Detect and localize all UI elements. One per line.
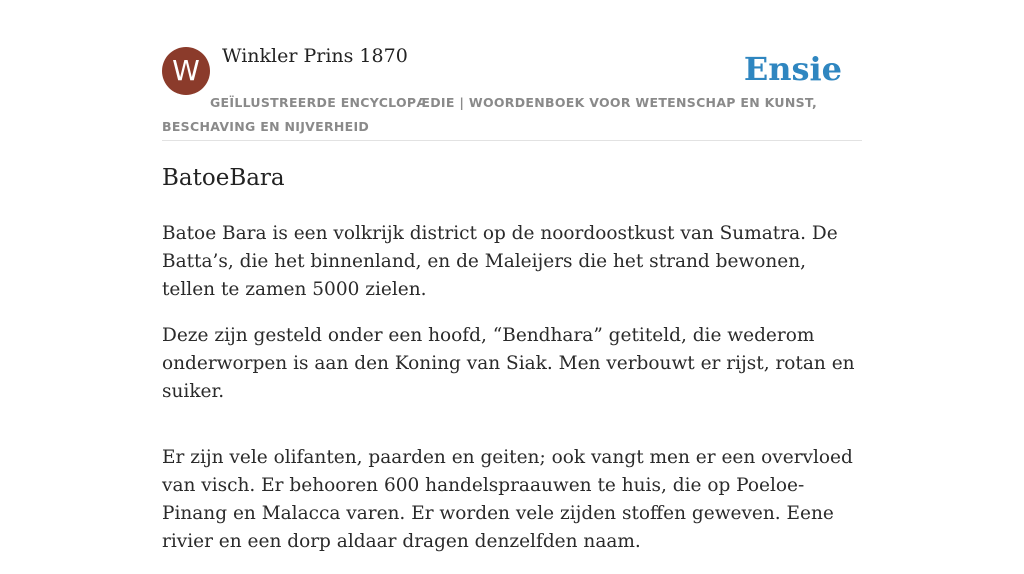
ensie-logo[interactable]: Ensie (743, 50, 842, 88)
article (162, 160, 862, 574)
article-title: BatoeBara (162, 165, 285, 191)
source-subtitle: GEÏLLUSTREERDE ENCYCLOPÆDIE | WOORDENBOEK VOOR WETENSCHAP EN KUNST, BESCHAVING EN NIJVERHEID (162, 95, 818, 134)
article-paragraph: Batoe Bara is een volkrijk district op de noordoostkust van Sumatra. De Batta’s, die het binnenland, en de Maleijers die het strand bewonen, tellen te zamen 5000 zielen. (162, 223, 838, 300)
source-header (162, 44, 862, 141)
source-avatar[interactable]: W (162, 47, 210, 95)
article-paragraph: Deze zijn gesteld onder een hoofd, “Bendhara” getiteld, die wederom onderworpen is aan den Koning van Siak. Men verbouwt er rijst, rotan en suiker. (162, 325, 855, 402)
source-title[interactable]: Winkler Prins 1870 (222, 45, 408, 67)
article-paragraph: Er zijn vele olifanten, paarden en geiten; ook vangt men er een overvloed van visch. Er behooren 600 handelspraauwen te huis, die op Poeloe-Pinang en Malacca varen. Er worden vele zijden stoffen geweven. Eene rivier en een dorp aldaar dragen denzelfden naam. (162, 447, 853, 552)
